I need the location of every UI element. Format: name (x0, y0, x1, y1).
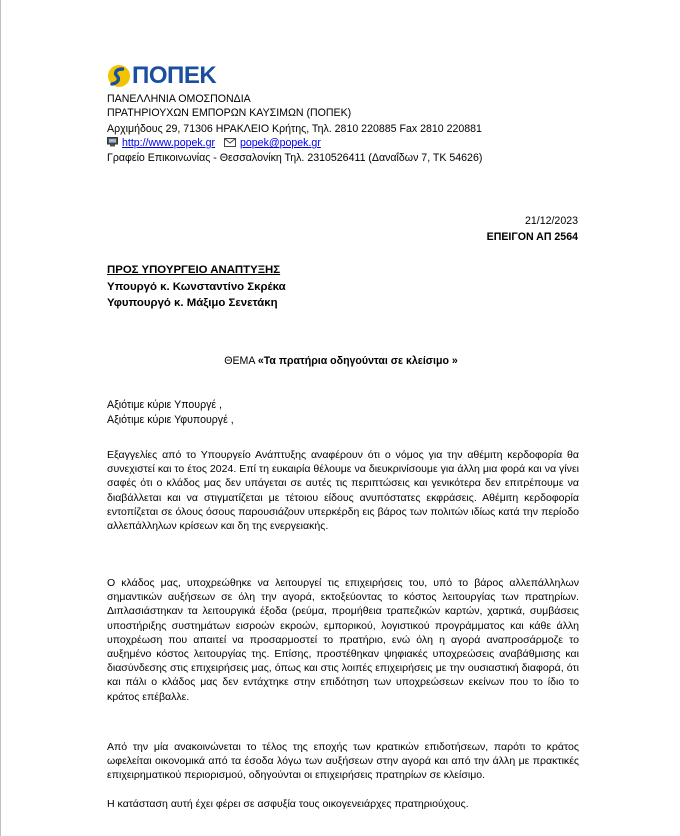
subject-line (1, 355, 680, 367)
salutation-deputy: Αξιότιμε κύριε Υφυπουργέ , (107, 414, 234, 426)
popek-logo (107, 62, 216, 90)
org-name-line2: ΠΡΑΤΗΡΙΟΥΧΩΝ ΕΜΠΟΡΩΝ ΚΑΥΣΙΜΩΝ (ΠΟΠΕΚ) (107, 107, 352, 119)
website-link[interactable]: http://www.popek.gr (122, 137, 216, 149)
letter-date: 21/12/2023 (524, 215, 578, 227)
contact-line (107, 136, 321, 150)
recipient-deputy: Υφυπουργό κ. Μάξιμο Σενετάκη (107, 297, 278, 309)
envelope-icon (224, 138, 236, 147)
computer-icon (107, 137, 118, 147)
subject-title: «Τα πρατήρια οδηγούνται σε κλείσιμο » (257, 355, 458, 367)
body-paragraph: Εξαγγελίες από το Υπουργείο Ανάπτυξης αναφέρουν ότι ο νόμος για την αθέμιτη κερδοφορία θα συνεχιστεί και το έτος 2024. Επί τη ευκαιρία θέλουμε να διευκρινίσουμε για άλλη μια φορά και να γίνει σαφές ότι ο κλάδος μας δεν υπάγεται σε αυτές τις περιπτώσεις και γενικότερα δεν επιτρέπουμε να διαβάλλεται και να στιγματίζεται με τέτοιου είδους ανυπόστατες εκφράσεις. Αθέμιτη κερδοφορία εντοπίζεται σε όλους όσους παρουσιάζουν υπερκέρδη εις βάρος των πολιτών ιδίως κατά την περίοδο αλλεπάλληλων κρίσεων και δη της ενεργειακής. (107, 449, 579, 533)
logo-swirl-icon (107, 63, 131, 89)
body-paragraph: Από την μία ανακοινώνεται το τέλος της εποχής των κρατικών επιδοτήσεων, παρότι το κράτος ωφελείται οικονομικά από τα έσοδα λόγω των αυξήσεων στην αγορά και από την άλλη με πρακτικές επιχειρηματικού περιορισμού, οδηγούνται οι επιχειρήσεις πρατηρίων σε κλείσιμο. (107, 741, 579, 782)
body-paragraph: Η κατάσταση αυτή έχει φέρει σε ασφυξία τους οικογενειάρχες πρατηριούχους. (107, 798, 469, 810)
recipient-minister: Υπουργό κ. Κωνσταντίνο Σκρέκα (107, 281, 286, 293)
protocol-number: ΕΠΕΙΓΟΝ ΑΠ 2564 (486, 231, 578, 243)
email-link[interactable]: popek@popek.gr (240, 137, 321, 149)
salutation-minister: Αξιότιμε κύριε Υπουργέ , (107, 399, 222, 411)
body-paragraph: Ο κλάδος μας, υποχρεώθηκε να λειτουργεί τις επιχειρήσεις του, υπό το βάρος αλλεπάλληλων σημαντικών αυξήσεων σε όλη την αγορά, εκτοξεύοντας το κόστος λειτουργίας των πρατηρίων. Διπλασιάστηκαν τα λειτουργικά έξοδα (ρεύμα, προμήθεια τραπεζικών καρτών, χαρτικά, συμβάσεις υποστήριξης συστημάτων εισροών εκροών, εμπορικού, λογιστικού προγράμματος και κάθε άλλη υποχρέωση που απαιτεί να προσαρμοστεί το πρατήριο, ενώ όλη η αγορά αναπροσάρμοζε το αυξημένο κόστος λειτουργίας της. Επίσης, προστέθηκαν ψηφιακές υποχρεώσεις αναβάθμισης και διασύνδεσης στις επιχειρήσεις μας, όπως και στις λοιπές επιχειρήσεις με την ουσιαστική διαφορά, ότι και πάλι ο κλάδος μας δεν εντάχτηκε στην επιδότηση των υποχρεώσεων εκείνων που το ίδιο το κράτος επέβαλλε. (107, 577, 579, 703)
subject-label: ΘΕΜΑ (224, 355, 255, 367)
org-name-line1: ΠΑΝΕΛΛΗΝΙΑ ΟΜΟΣΠΟΝΔΙΑ (107, 93, 251, 105)
org-address: Αρχιμήδους 29, 71306 ΗΡΑΚΛΕΙΟ Κρήτης, Τηλ. 2810 220885 Fax 2810 220881 (107, 123, 482, 135)
comm-office-line: Γραφείο Επικοινωνίας - Θεσσαλονίκη Τηλ. 2310526411 (Δαναΐδων 7, ΤΚ 54626) (107, 152, 483, 164)
recipient-ministry: ΠΡΟΣ ΥΠΟΥΡΓΕΙΟ ΑΝΑΠΤΥΞΗΣ (107, 264, 281, 276)
logo-wordmark: ΠΟΠΕΚ (132, 62, 217, 89)
